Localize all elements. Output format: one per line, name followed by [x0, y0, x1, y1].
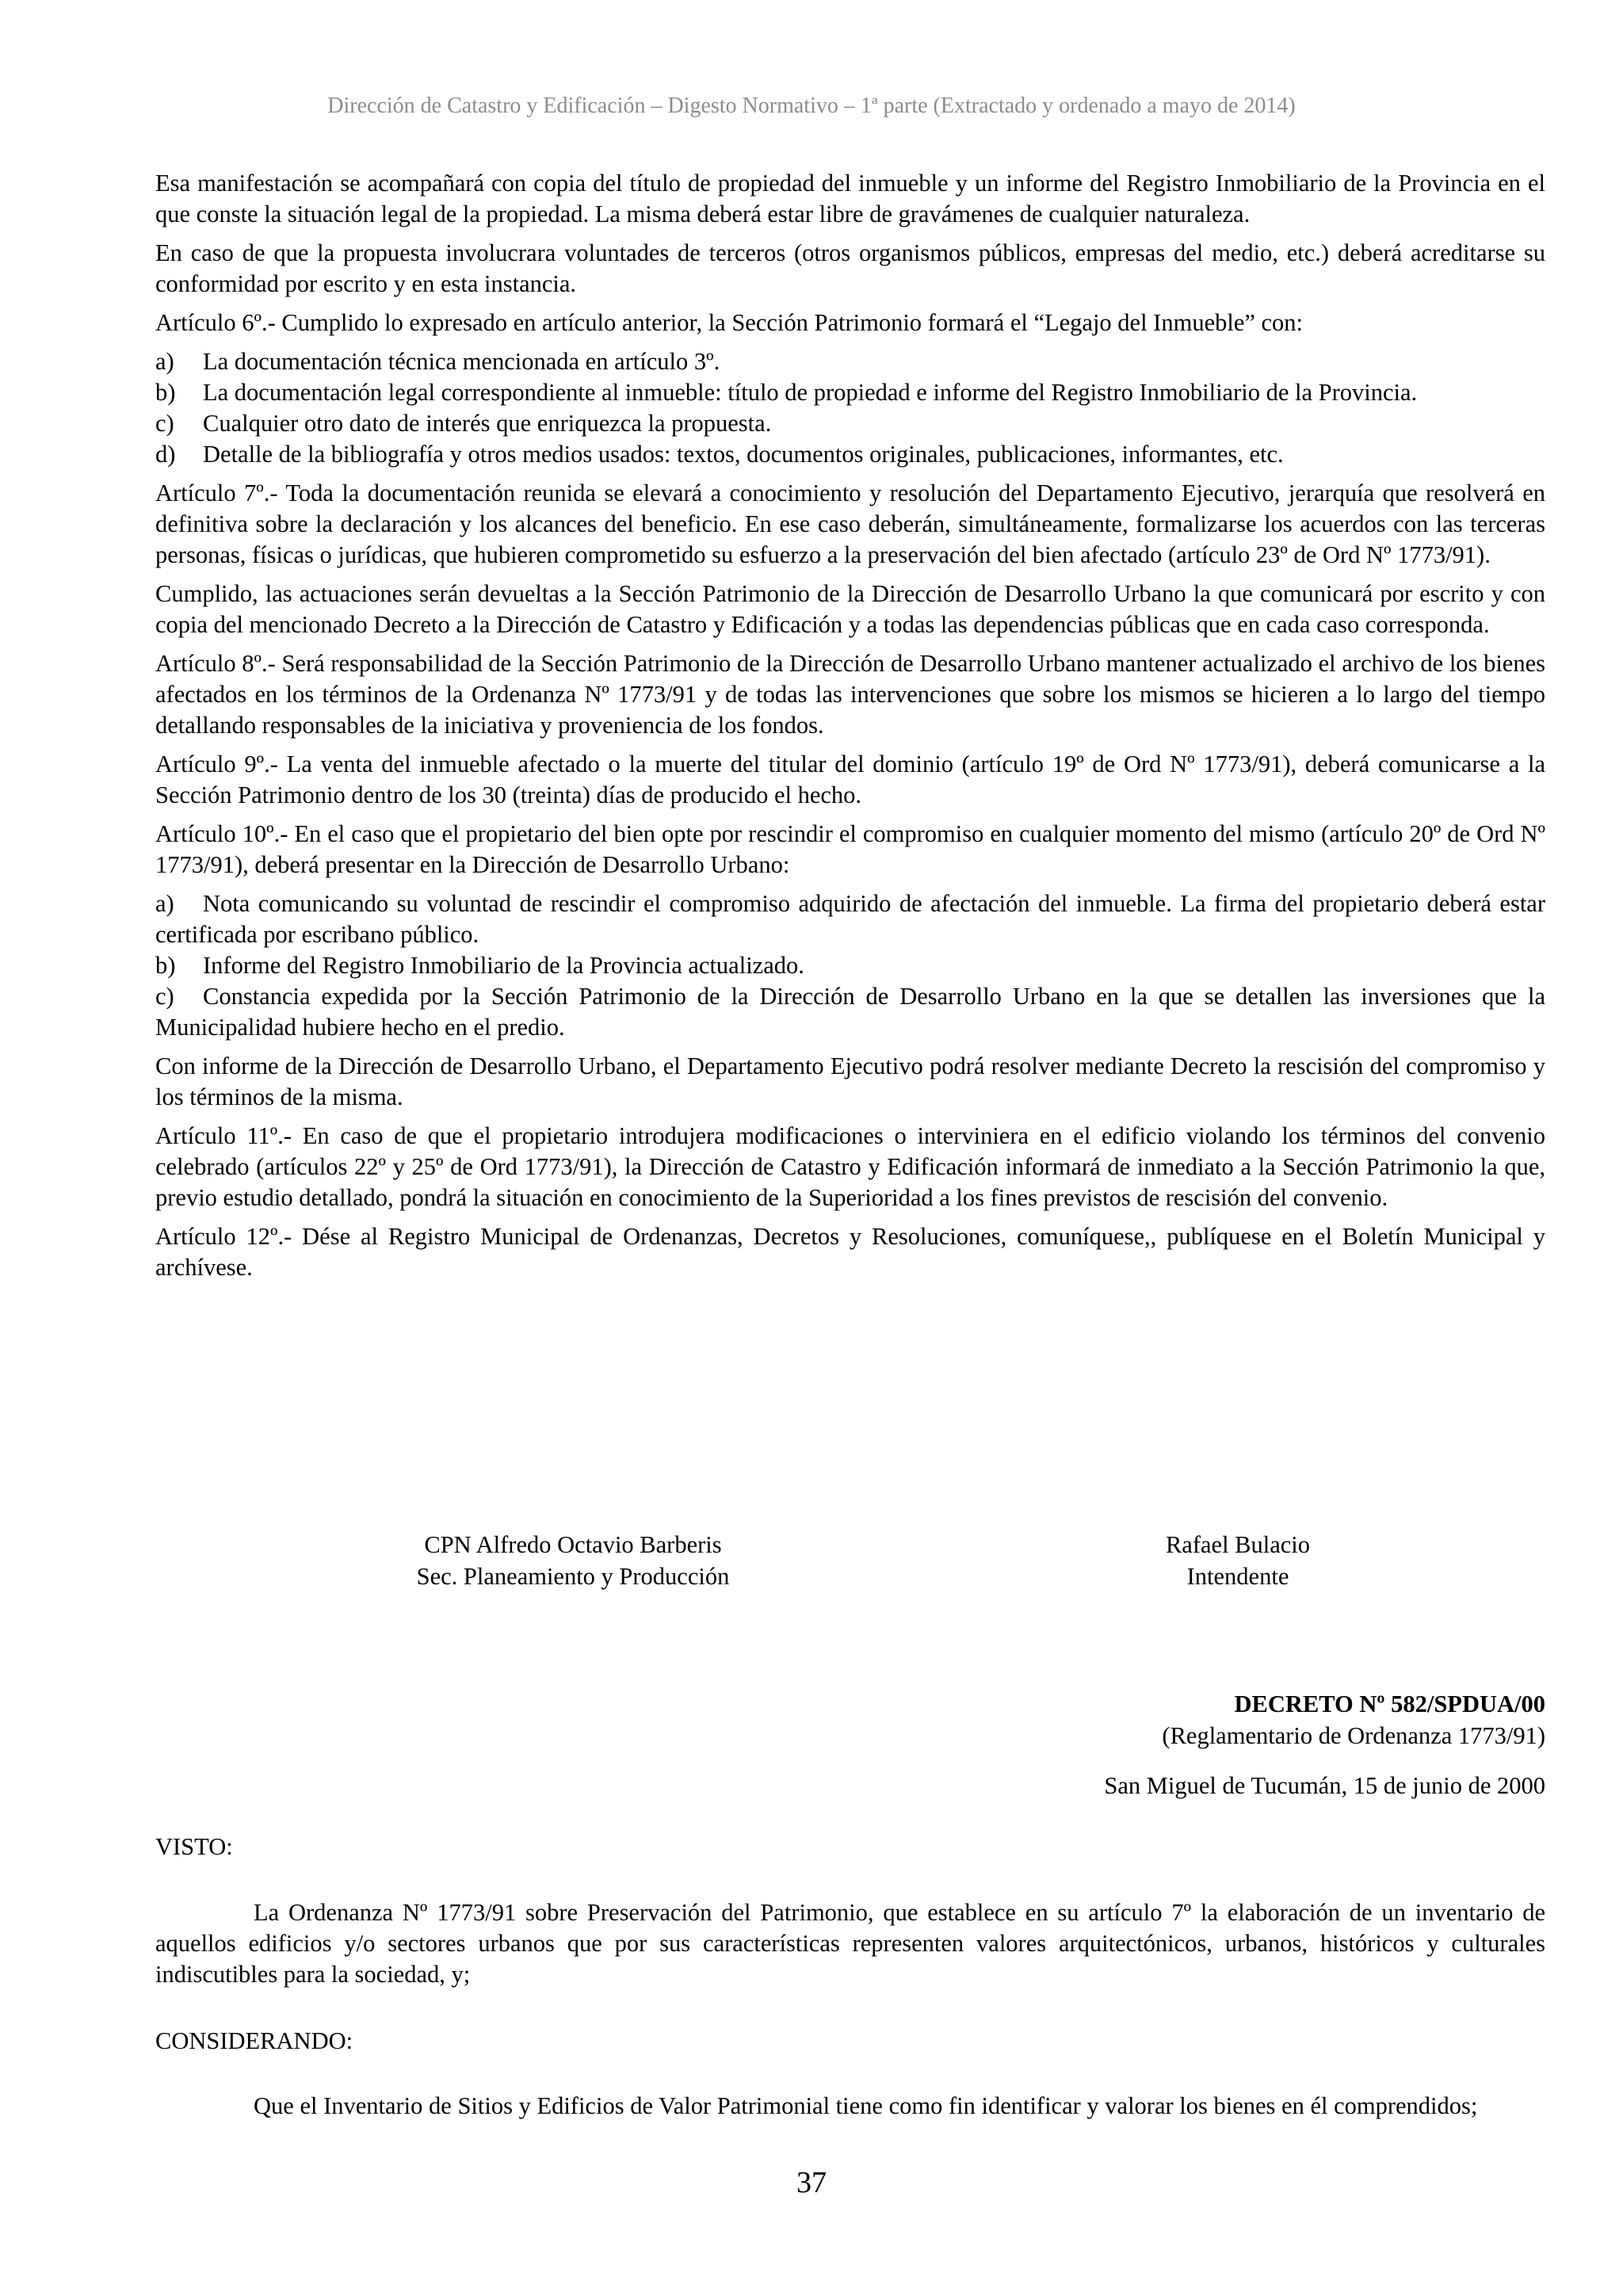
- list-label: c): [155, 410, 174, 437]
- visto-text: La Ordenanza Nº 1773/91 sobre Preservación del Patrimonio, que establece en su artículo 7º la elaboración de un inventario de aquellos edificios y/o sectores urbanos que por sus características representen valores arquitectónicos, urbanos, históricos y culturales indiscutibles para la sociedad, y;: [155, 1899, 1545, 1988]
- signature-right: [1000, 1529, 1476, 1592]
- decree-date: San Miguel de Tucumán, 15 de junio de 2000: [1104, 1772, 1545, 1799]
- decree-title: DECRETO Nº 582/SPDUA/00: [1234, 1690, 1545, 1717]
- paragraph: Con informe de la Dirección de Desarrollo Urbano, el Departamento Ejecutivo podrá resolver mediante Decreto la rescisión del compromiso y los términos de la misma.: [155, 1052, 1545, 1110]
- article-12: Artículo 12º.- Dése al Registro Municipal de Ordenanzas, Decretos y Resoluciones, comuníquese,, publíquese en el Boletín Municipal y archívese.: [155, 1223, 1545, 1281]
- signatory-name: CPN Alfredo Octavio Barberis: [424, 1531, 722, 1558]
- paragraph: Esa manifestación se acompañará con copia del título de propiedad del inmueble y un informe del Registro Inmobiliario de la Provincia en el que conste la situación legal de la propiedad. La misma deberá estar libre de gravámenes de cualquier naturaleza.: [155, 170, 1545, 227]
- considerando-label: CONSIDERANDO:: [155, 2027, 353, 2054]
- list-label: b): [155, 379, 176, 406]
- list-item: c) Constancia expedida por la Sección Patrimonio de la Dirección de Desarrollo Urbano en la que se detallen las inversiones que la Municipalidad hubiere hecho en el predio.: [155, 983, 1545, 1041]
- signatory-name: Rafael Bulacio: [1165, 1531, 1311, 1558]
- body-text: [155, 168, 1545, 1291]
- article-8: Artículo 8º.- Será responsabilidad de la Sección Patrimonio de la Dirección de Desarrollo Urbano mantener actualizado el archivo de los bienes afectados en los términos de la Ordenanza Nº 1773/91 y de todas las intervenciones que sobre los mismos se hicieren a lo largo del tiempo detallando responsables de la iniciativa y proveniencia de los fondos.: [155, 650, 1545, 739]
- signatory-title: Sec. Planeamiento y Producción: [416, 1563, 730, 1590]
- paragraph: En caso de que la propuesta involucrara voluntades de terceros (otros organismos públicos, empresas del medio, etc.) deberá acreditarse su conformidad por escrito y en esta instancia.: [155, 239, 1545, 297]
- list-item: c) Cualquier otro dato de interés que enriquezca la propuesta.: [155, 408, 1545, 439]
- article-9: Artículo 9º.- La venta del inmueble afectado o la muerte del titular del dominio (artículo 19º de Ord Nº 1773/91), deberá comunicarse a la Sección Patrimonio dentro de los 30 (treinta) días de producido el hecho.: [155, 751, 1545, 808]
- list-item: a) Nota comunicando su voluntad de rescindir el compromiso adquirido de afectación del inmueble. La firma del propietario deberá estar certificada por escribano público.: [155, 890, 1545, 948]
- paragraph: Cumplido, las actuaciones serán devueltas a la Sección Patrimonio de la Dirección de Desarrollo Urbano la que comunicará por escrito y con copia del mencionado Decreto a la Dirección de Catastro y Edificación y a todas las dependencias públicas que en cada caso corresponda.: [155, 580, 1545, 638]
- article-10: Artículo 10º.- En el caso que el propietario del bien opte por rescindir el compromiso en cualquier momento del mismo (artículo 20º de Ord Nº 1773/91), deberá presentar en la Dirección de Desarrollo Urbano:: [155, 820, 1545, 878]
- list-label: c): [155, 983, 174, 1010]
- page-number: 37: [796, 2166, 827, 2199]
- signatory-title: Intendente: [1186, 1563, 1289, 1590]
- list-item: a) La documentación técnica mencionada en artículo 3º.: [155, 346, 1545, 377]
- list-label: a): [155, 890, 174, 917]
- list-label: b): [155, 952, 176, 979]
- signature-left: [335, 1529, 811, 1592]
- visto-label: VISTO:: [155, 1833, 233, 1860]
- list-item: d) Detalle de la bibliografía y otros medios usados: textos, documentos originales, publicaciones, informantes, etc.: [155, 439, 1545, 470]
- article-7: Artículo 7º.- Toda la documentación reunida se elevará a conocimiento y resolución del Departamento Ejecutivo, jerarquía que resolverá en definitiva sobre la declaración y los alcances del beneficio. En ese caso deberán, simultáneamente, formalizarse los acuerdos con las terceras personas, físicas o jurídicas, que hubieren comprometido su esfuerzo a la preservación del bien afectado (artículo 23º de Ord Nº 1773/91).: [155, 479, 1545, 568]
- list-label: a): [155, 348, 174, 375]
- considerando-text: Que el Inventario de Sitios y Edificios de Valor Patrimonial tiene como fin identificar y valorar los bienes en él comprendidos;: [254, 2092, 1478, 2119]
- list-item: b) La documentación legal correspondiente al inmueble: título de propiedad e informe del Registro Inmobiliario de la Provincia.: [155, 377, 1545, 408]
- list-label: d): [155, 441, 176, 468]
- list-item: b) Informe del Registro Inmobiliario de la Provincia actualizado.: [155, 950, 1545, 981]
- decree-subtitle: (Reglamentario de Ordenanza 1773/91): [1162, 1722, 1545, 1749]
- article-6: Artículo 6º.- Cumplido lo expresado en artículo anterior, la Sección Patrimonio formará el “Legajo del Inmueble” con:: [155, 309, 1304, 336]
- running-header: Dirección de Catastro y Edificación – Digesto Normativo – 1ª parte (Extractado y ordenado a mayo de 2014): [327, 94, 1296, 118]
- article-11: Artículo 11º.- En caso de que el propietario introdujera modificaciones o interviniera en el edificio violando los términos del convenio celebrado (artículos 22º y 25º de Ord 1773/91), la Dirección de Catastro y Edificación informará de inmediato a la Sección Patrimonio la que, previo estudio detallado, pondrá la situación en conocimiento de la Superioridad a los fines previstos de rescisión del convenio.: [155, 1122, 1545, 1211]
